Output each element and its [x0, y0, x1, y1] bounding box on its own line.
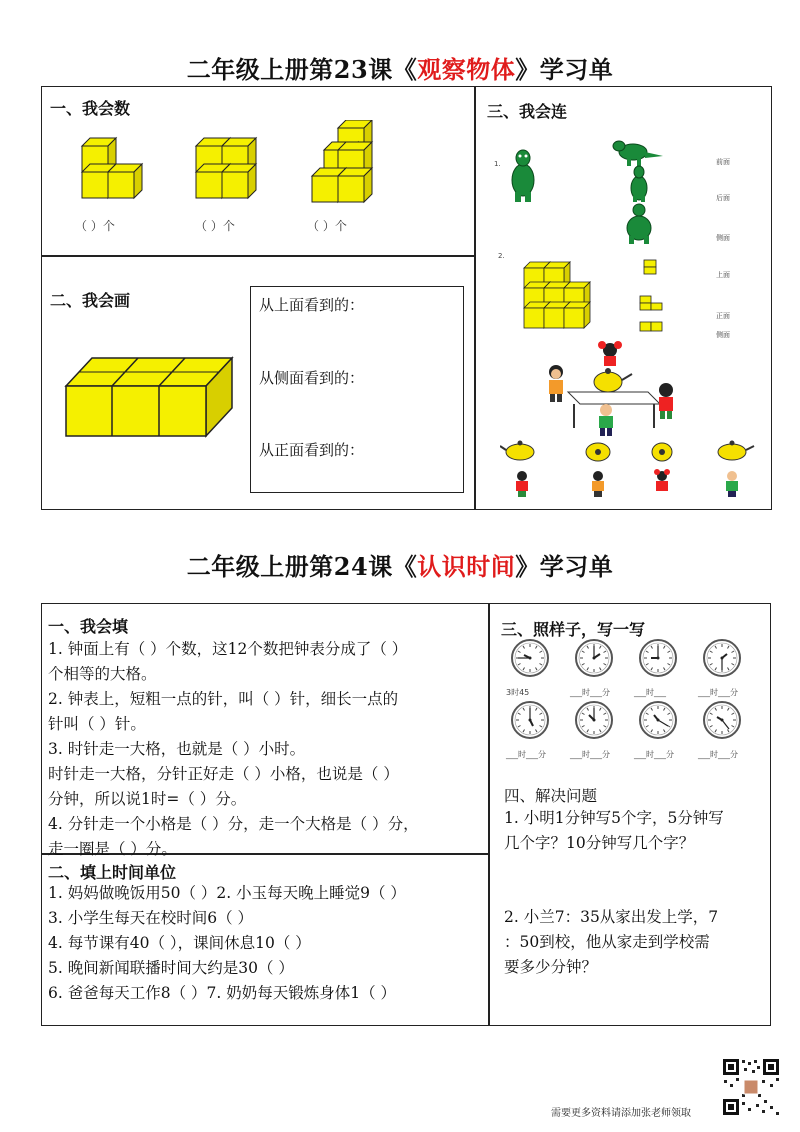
child-view-4-icon: [726, 471, 738, 497]
units-line-1: 1. 妈妈做晚饭用50（ ）2. 小玉每天晚上睡觉9（ ）: [48, 884, 406, 902]
lesson23-divider-v: [474, 86, 476, 510]
clock-example-answer: 3时45: [506, 688, 530, 697]
match-label-front: 前面: [716, 158, 730, 166]
footer-note: 需要更多资料请添加张老师领取: [551, 1108, 691, 1119]
match-label-side-2: 侧面: [716, 331, 730, 339]
view-shape-front: [640, 296, 662, 310]
fill-line-8: 4. 分针走一个小格是（ ）分，走一个大格是（ ）分，: [48, 815, 419, 833]
clock-8-icon: [704, 702, 740, 738]
clock-blank-5[interactable]: ___时___分: [506, 750, 546, 759]
problem-2-line-2: ：50到校，他从家走到学校需: [504, 933, 710, 951]
view-shape-top: [644, 260, 656, 274]
view-side-label: 从侧面看到的：: [259, 369, 365, 387]
match-label-side: 侧面: [716, 234, 730, 242]
clock-blank-2[interactable]: ___时___分: [570, 688, 610, 697]
clock-blank-7[interactable]: ___时___分: [634, 750, 674, 759]
teapot-view-2-icon: [586, 443, 610, 461]
count-blank-3[interactable]: （ ）个: [307, 219, 347, 233]
view-shape-side: [640, 322, 662, 331]
units-questions: [48, 881, 406, 1006]
cube-views: [520, 258, 680, 338]
cube-figures: [70, 120, 450, 210]
lesson23-title-suffix: 》学习单: [515, 55, 614, 84]
child-right-icon: [659, 383, 673, 419]
teapot-views: [500, 436, 760, 504]
cube-figure-1: [82, 138, 142, 198]
units-line-2: 3. 小学生每天在校时间6（ ）: [48, 909, 254, 927]
lesson23-title-prefix: 二年级上册第23课《: [186, 55, 418, 84]
cube-stack-figure: [524, 262, 590, 328]
view-top-label: 从上面看到的：: [259, 296, 365, 314]
clock-blank-4[interactable]: ___时___分: [698, 688, 738, 697]
lesson24-title-suffix: 》学习单: [515, 552, 614, 581]
fill-line-1: 1. 钟面上有（ ）个数，这12个数把钟表分成了（ ）: [48, 640, 408, 658]
clock-5-icon: [512, 702, 548, 738]
fill-line-5: 3. 时针走一大格，也就是（ ）小时。: [48, 740, 306, 758]
lesson24-divider-v: [488, 603, 490, 1026]
fill-line-3: 2. 钟表上，短粗一点的针，叫（ ）针，细长一点的: [48, 690, 399, 708]
match-label-top: 上面: [716, 271, 730, 279]
clock-7-icon: [640, 702, 676, 738]
child-view-2-icon: [592, 471, 604, 497]
units-line-5: 6. 爸爸每天工作8（ ）7. 奶奶每天锻炼身体1（ ）: [48, 984, 397, 1002]
lesson24-title: [0, 547, 800, 582]
teapot-view-4-icon: [718, 441, 754, 461]
match-item1-number: 1.: [494, 160, 501, 168]
cuboid-figure: [64, 354, 236, 440]
match-label-front-2: 正面: [716, 312, 730, 320]
problem-1: [504, 806, 724, 856]
sec3-heading: 三、我会连: [487, 102, 568, 121]
clock-1-icon: [512, 640, 548, 676]
problem-1-line-1: 1. 小明1分钟写5个字，5分钟写: [504, 809, 724, 827]
fill-heading: 一、我会填: [48, 617, 129, 636]
dinosaur-side-icon: [613, 141, 663, 166]
teapot-view-1-icon: [500, 441, 534, 461]
child-view-1-icon: [516, 471, 528, 497]
lesson24-title-highlight: 认识时间: [417, 552, 516, 581]
count-blank-2[interactable]: （ ）个: [195, 219, 235, 233]
sec2-heading: 二、我会画: [50, 291, 131, 310]
problem-2-line-1: 2. 小兰7：35从家出发上学，7: [504, 908, 719, 926]
table-scene: [538, 340, 688, 440]
clock-blank-8[interactable]: ___时___分: [698, 750, 738, 759]
fill-line-6: 时针走一大格，分针正好走（ ）小格，也说是（ ）: [48, 765, 399, 783]
clock-3-icon: [640, 640, 676, 676]
clock-6-icon: [576, 702, 612, 738]
clock-4-icon: [704, 640, 740, 676]
clock-blank-3[interactable]: ___时___: [634, 688, 666, 697]
match-item2-number: 2.: [498, 252, 505, 260]
clock-2-icon: [576, 640, 612, 676]
dinosaur-back-icon: [631, 166, 647, 202]
cube-figure-3: [312, 120, 372, 202]
lesson24-title-prefix: 二年级上册第24课《: [186, 552, 418, 581]
lesson23-title: [0, 50, 800, 85]
dinosaur-top-icon: [627, 204, 651, 244]
child-front-icon: [599, 404, 613, 436]
count-blank-1[interactable]: （ ）个: [75, 219, 115, 233]
fill-line-7: 分钟，所以说1时=（ ）分。: [48, 790, 247, 808]
clock-blank-6[interactable]: ___时___分: [570, 750, 610, 759]
child-back-icon: [598, 341, 622, 366]
qr-code-icon: [722, 1058, 780, 1116]
cube-figure-2: [196, 138, 256, 198]
sec1-heading: 一、我会数: [50, 99, 131, 118]
dinosaur-front-icon: [512, 150, 534, 202]
problem-1-line-2: 几个字？10分钟写几个字？: [504, 834, 695, 852]
problem-2: [504, 905, 718, 980]
child-view-3-icon: [654, 469, 670, 491]
units-line-3: 4. 每节课有40（ ），课间休息10（ ）: [48, 934, 311, 952]
problem-heading: 四、解决问题: [504, 787, 598, 805]
fill-line-2: 个相等的大格。: [48, 665, 157, 683]
view-front-label: 从正面看到的：: [259, 441, 365, 459]
teapot-icon: [594, 368, 632, 392]
fill-line-9: 走一圈是（ ）分。: [48, 840, 177, 858]
fill-line-4: 针叫（ ）针。: [48, 715, 146, 733]
lesson23-title-highlight: 观察物体: [417, 55, 516, 84]
dinosaur-figures: [505, 138, 665, 248]
child-left-icon: [549, 365, 563, 402]
units-heading: 二、填上时间单位: [48, 863, 177, 882]
lesson23-divider-h: [41, 255, 475, 257]
match-label-back: 后面: [716, 194, 730, 202]
teapot-view-3-icon: [652, 443, 672, 461]
clock-heading: 三、照样子，写一写: [501, 620, 646, 639]
fill-questions: [48, 637, 419, 862]
problem-2-line-3: 要多少分钟？: [504, 958, 598, 976]
units-line-4: 5. 晚间新闻联播时间大约是30（ ）: [48, 959, 294, 977]
